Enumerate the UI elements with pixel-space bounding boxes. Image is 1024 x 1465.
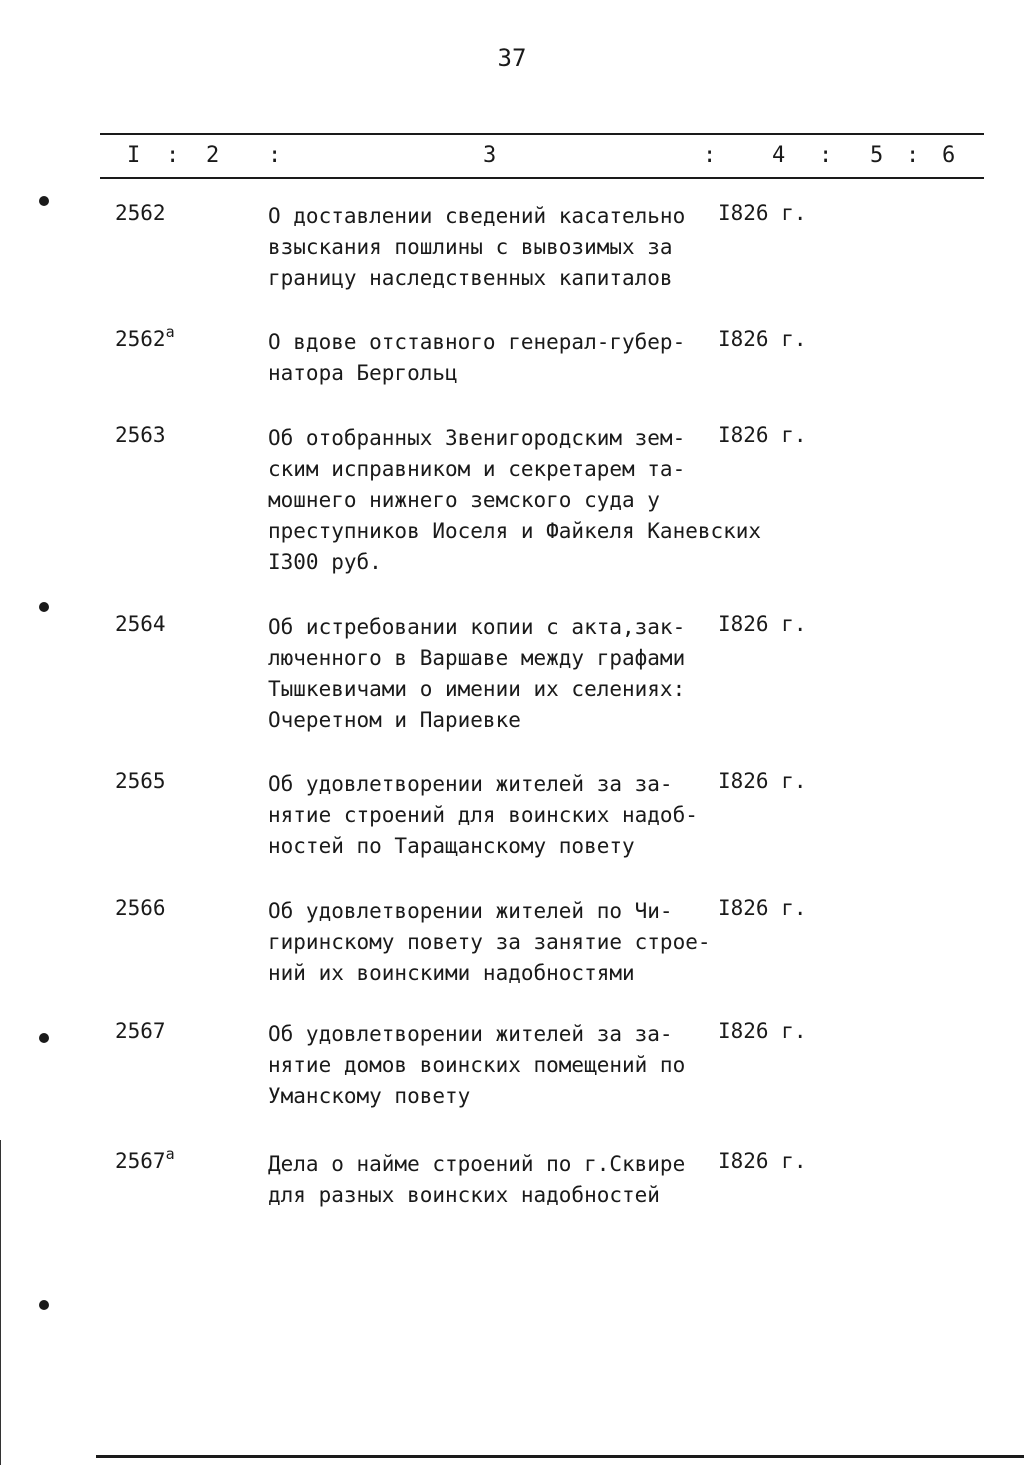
header-col-4: 4 bbox=[772, 143, 786, 168]
description-line: Об удовлетворении жителей по Чи- bbox=[268, 899, 673, 923]
description-line: I300 руб. bbox=[268, 550, 382, 574]
entry-year: I826 г. bbox=[718, 896, 807, 920]
header-col-6: 6 bbox=[942, 143, 956, 168]
entry-number: 2562 bbox=[115, 201, 166, 225]
entry-description bbox=[268, 612, 716, 736]
punch-hole-mark bbox=[39, 196, 49, 206]
description-line: взыскания пошлины с вывозимых за bbox=[268, 235, 673, 259]
entry-number: 2566 bbox=[115, 896, 166, 920]
description-line: ским исправником и секретарем та- bbox=[268, 457, 686, 481]
description-line: Очеретном и Париевке bbox=[268, 708, 521, 732]
entry-description bbox=[268, 327, 716, 389]
description-line: ностей по Таращанскому повету bbox=[268, 834, 635, 858]
header-separator: : bbox=[703, 143, 717, 168]
header-col-2: 2 bbox=[206, 143, 220, 168]
header-col-3: 3 bbox=[483, 143, 497, 168]
description-line: нятие домов воинских помещений по bbox=[268, 1053, 686, 1077]
entry-year: I826 г. bbox=[718, 423, 807, 447]
entry-description bbox=[268, 769, 716, 862]
description-line: О вдове отставного генерал-губер- bbox=[268, 330, 686, 354]
description-line: Дела о найме строений по г.Сквире bbox=[268, 1152, 686, 1176]
description-line: Об отобранных Звенигородским зем- bbox=[268, 426, 686, 450]
entry-number: 2563 bbox=[115, 423, 166, 447]
header-col-5: 5 bbox=[870, 143, 884, 168]
description-line: Тышкевичами о имении их селениях: bbox=[268, 677, 686, 701]
scan-edge-line bbox=[0, 1140, 1, 1465]
entry-description bbox=[268, 896, 716, 989]
description-line: О доставлении сведений касательно bbox=[268, 204, 686, 228]
description-line: для разных воинских надобностей bbox=[268, 1183, 660, 1207]
entry-description bbox=[268, 1019, 716, 1112]
entry-year: I826 г. bbox=[718, 201, 807, 225]
description-line: Уманскому повету bbox=[268, 1084, 471, 1108]
description-line: гиринскому повету за занятие строе- bbox=[268, 930, 711, 954]
table-top-rule bbox=[100, 133, 984, 135]
header-separator: : bbox=[268, 143, 282, 168]
description-line: Об удовлетворении жителей за за- bbox=[268, 1022, 673, 1046]
description-line: мошнего нижнего земского суда у bbox=[268, 488, 660, 512]
punch-hole-mark bbox=[39, 1300, 49, 1310]
table-header-rule bbox=[100, 177, 984, 179]
header-separator: : bbox=[166, 143, 180, 168]
description-line: Об истребовании копии с акта,зак- bbox=[268, 615, 686, 639]
entry-description bbox=[268, 423, 762, 578]
punch-hole-mark bbox=[39, 1033, 49, 1043]
page-number: 37 bbox=[497, 44, 527, 72]
description-line: границу наследственных капиталов bbox=[268, 266, 673, 290]
entry-number: $2562^а$ bbox=[115, 323, 175, 351]
entry-description bbox=[268, 201, 716, 294]
description-line: нятие строений для воинских надоб- bbox=[268, 803, 698, 827]
entry-number: 2567 bbox=[115, 1019, 166, 1043]
entry-year: I826 г. bbox=[718, 327, 807, 351]
description-line: люченного в Варшаве между графами bbox=[268, 646, 686, 670]
entry-year: I826 г. bbox=[718, 612, 807, 636]
header-separator: : bbox=[906, 143, 920, 168]
scan-bottom-edge bbox=[96, 1455, 1024, 1458]
punch-hole-mark bbox=[39, 602, 49, 612]
header-col-1: I bbox=[127, 143, 141, 168]
entry-year: I826 г. bbox=[718, 1019, 807, 1043]
entry-description bbox=[268, 1149, 716, 1211]
header-separator: : bbox=[819, 143, 833, 168]
description-line: Об удовлетворении жителей за за- bbox=[268, 772, 673, 796]
entry-number: 2565 bbox=[115, 769, 166, 793]
description-line: ний их воинскими надобностями bbox=[268, 961, 635, 985]
description-line: натора Бергольц bbox=[268, 361, 458, 385]
entry-number: 2564 bbox=[115, 612, 166, 636]
entry-year: I826 г. bbox=[718, 1149, 807, 1173]
entry-year: I826 г. bbox=[718, 769, 807, 793]
description-line: преступников Иоселя и Файкеля Каневских bbox=[268, 519, 762, 543]
entry-number: $2567^а$ bbox=[115, 1145, 175, 1173]
